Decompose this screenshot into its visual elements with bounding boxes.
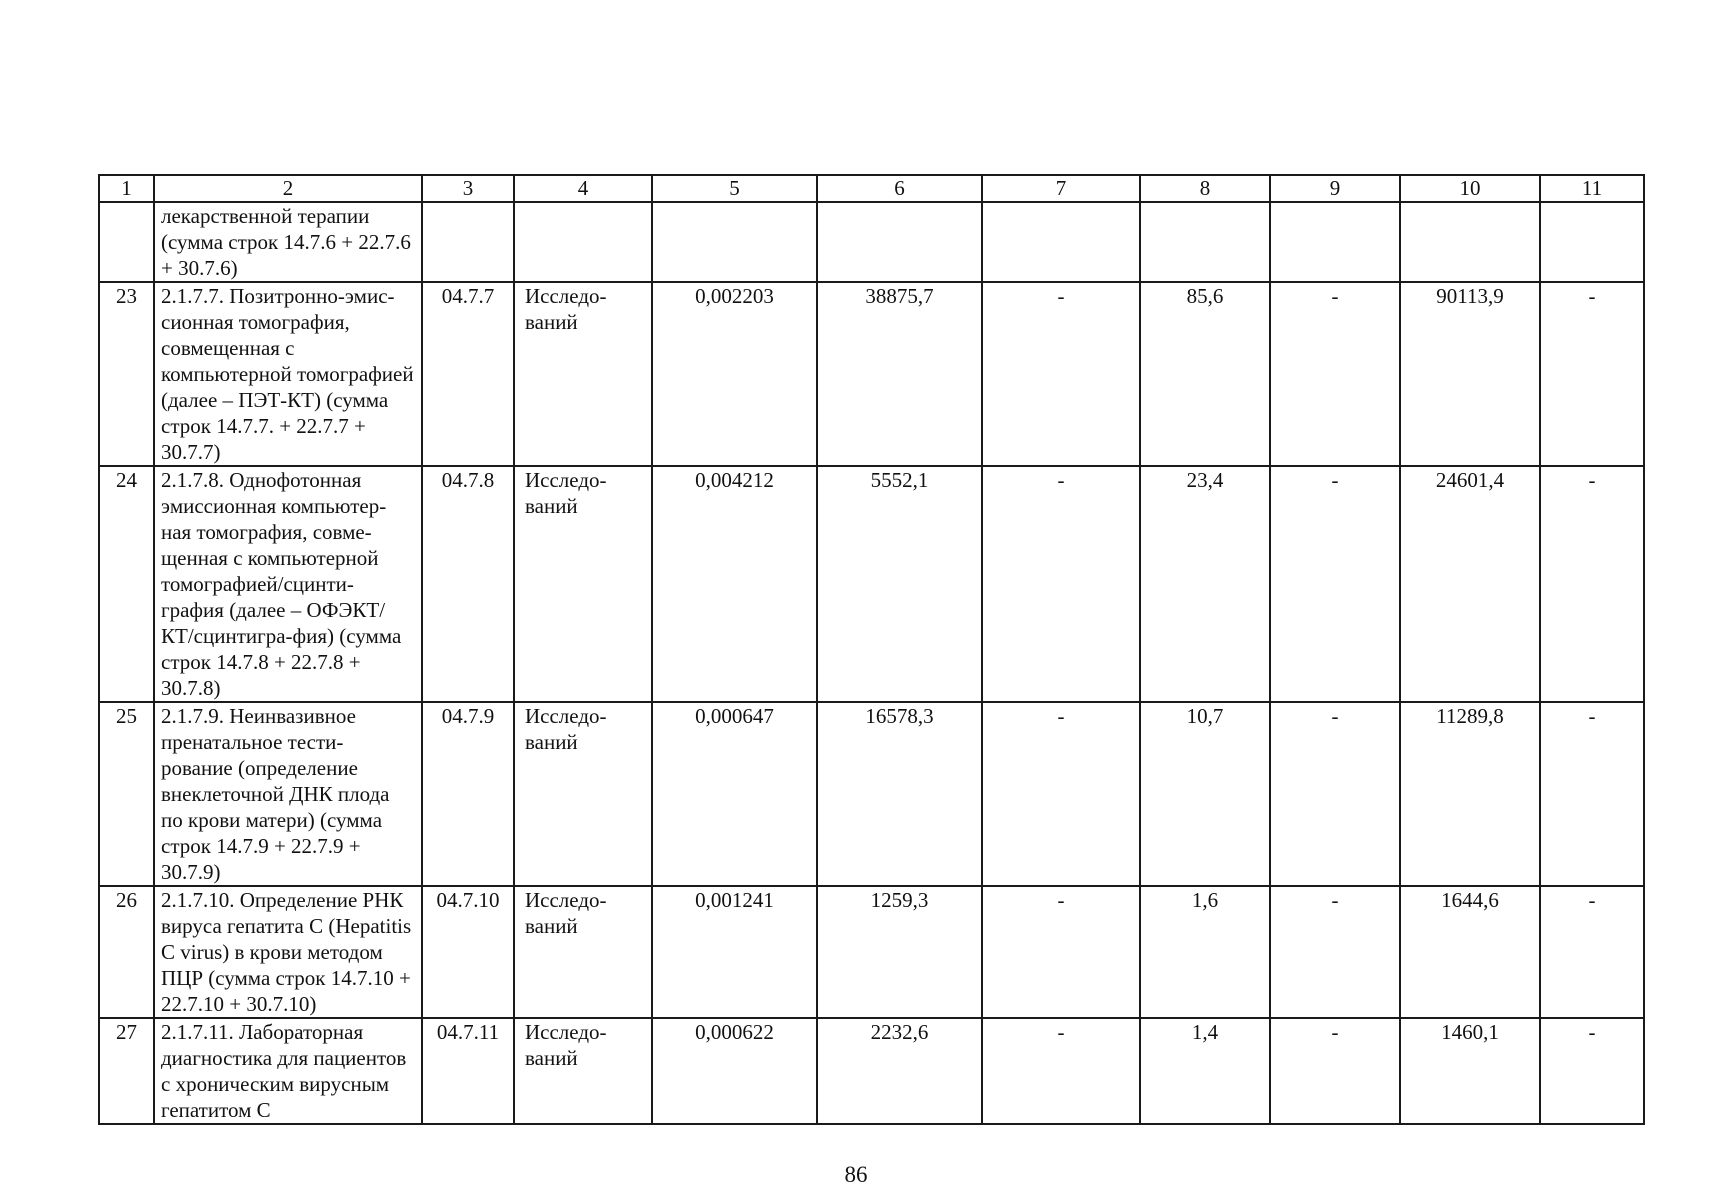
row-col8: 23,4: [1140, 466, 1270, 702]
row-number: 26: [99, 886, 154, 1018]
row-code: 04.7.10: [422, 886, 514, 1018]
table-row: [99, 702, 1644, 886]
column-header: 2: [154, 175, 422, 202]
row-col9: -: [1270, 702, 1400, 886]
row-unit: Исследо-ваний: [514, 886, 652, 1018]
row-code: 04.7.7: [422, 282, 514, 466]
row-col8: 10,7: [1140, 702, 1270, 886]
page-number: 86: [844, 1162, 868, 1187]
row-col9: -: [1270, 886, 1400, 1018]
row-col11: -: [1540, 702, 1644, 886]
row-col8: 85,6: [1140, 282, 1270, 466]
row-col10: 24601,4: [1400, 466, 1540, 702]
column-header: 3: [422, 175, 514, 202]
row-col6: 5552,1: [817, 466, 982, 702]
row-code: 04.7.11: [422, 1018, 514, 1124]
row-unit: Исследо-ваний: [514, 702, 652, 886]
row-name: лекарственной терапии (сумма строк 14.7.6 + 22.7.6 + 30.7.6): [154, 202, 422, 282]
row-name: 2.1.7.10. Определение РНК вируса гепатита С (Hepatitis C virus) в крови методом ПЦР (сумма строк 14.7.10 + 22.7.10 + 30.7.10): [154, 886, 422, 1018]
table-row: [99, 1018, 1644, 1124]
table-row: [99, 282, 1644, 466]
row-name: 2.1.7.11. Лабораторная диагностика для пациентов с хроническим вирусным гепатитом С: [154, 1018, 422, 1124]
column-header: 10: [1400, 175, 1540, 202]
row-number: 25: [99, 702, 154, 886]
column-header: 9: [1270, 175, 1400, 202]
row-col10: [1400, 202, 1540, 282]
column-header: 4: [514, 175, 652, 202]
column-header: 7: [982, 175, 1140, 202]
table-row: [99, 886, 1644, 1018]
table-header-row: [99, 175, 1644, 202]
row-col6: 2232,6: [817, 1018, 982, 1124]
row-col10: 1644,6: [1400, 886, 1540, 1018]
row-col5: [652, 202, 817, 282]
row-code: 04.7.9: [422, 702, 514, 886]
row-col7: [982, 202, 1140, 282]
row-col7: -: [982, 886, 1140, 1018]
row-code: [422, 202, 514, 282]
row-col10: 1460,1: [1400, 1018, 1540, 1124]
row-col7: -: [982, 1018, 1140, 1124]
row-col8: 1,6: [1140, 886, 1270, 1018]
row-col11: -: [1540, 886, 1644, 1018]
row-col5: 0,004212: [652, 466, 817, 702]
row-col6: 16578,3: [817, 702, 982, 886]
row-unit: [514, 202, 652, 282]
row-unit: Исследо-ваний: [514, 466, 652, 702]
row-number: 24: [99, 466, 154, 702]
row-col5: 0,001241: [652, 886, 817, 1018]
row-col10: 90113,9: [1400, 282, 1540, 466]
column-header: 11: [1540, 175, 1644, 202]
row-col11: [1540, 202, 1644, 282]
row-col9: -: [1270, 1018, 1400, 1124]
row-col11: -: [1540, 1018, 1644, 1124]
row-unit: Исследо-ваний: [514, 1018, 652, 1124]
row-col7: -: [982, 282, 1140, 466]
row-number: 23: [99, 282, 154, 466]
table-row: [99, 466, 1644, 702]
row-name: 2.1.7.8. Однофотонная эмиссионная компьютер-ная томография, совме-щенная с компьютерной томографией/сцинти-графия (далее – ОФЭКТ/КТ/сцинтигра-фия) (сумма строк 14.7.8 + 22.7.8 + 30.7.8): [154, 466, 422, 702]
row-col8: 1,4: [1140, 1018, 1270, 1124]
row-col6: [817, 202, 982, 282]
row-col5: 0,000622: [652, 1018, 817, 1124]
row-col7: -: [982, 466, 1140, 702]
row-col5: 0,002203: [652, 282, 817, 466]
row-unit: Исследо-ваний: [514, 282, 652, 466]
row-col11: -: [1540, 466, 1644, 702]
row-col7: -: [982, 702, 1140, 886]
row-col11: -: [1540, 282, 1644, 466]
row-name: 2.1.7.7. Позитронно-эмис-сионная томография, совмещенная с компьютерной томографией (далее – ПЭТ-КТ) (сумма строк 14.7.7. + 22.7.7 + 30.7.7): [154, 282, 422, 466]
row-col9: [1270, 202, 1400, 282]
row-code: 04.7.8: [422, 466, 514, 702]
row-col6: 1259,3: [817, 886, 982, 1018]
row-number: [99, 202, 154, 282]
row-col8: [1140, 202, 1270, 282]
row-col6: 38875,7: [817, 282, 982, 466]
row-col5: 0,000647: [652, 702, 817, 886]
row-col9: -: [1270, 466, 1400, 702]
row-number: 27: [99, 1018, 154, 1124]
column-header: 5: [652, 175, 817, 202]
row-name: 2.1.7.9. Неинвазивное пренатальное тести-рование (определение внеклеточной ДНК плода по крови матери) (сумма строк 14.7.9 + 22.7.9 + 30.7.9): [154, 702, 422, 886]
row-col9: -: [1270, 282, 1400, 466]
column-header: 6: [817, 175, 982, 202]
data-table: [98, 174, 1645, 1125]
table-row: [99, 202, 1644, 282]
column-header: 1: [99, 175, 154, 202]
column-header: 8: [1140, 175, 1270, 202]
row-col10: 11289,8: [1400, 702, 1540, 886]
